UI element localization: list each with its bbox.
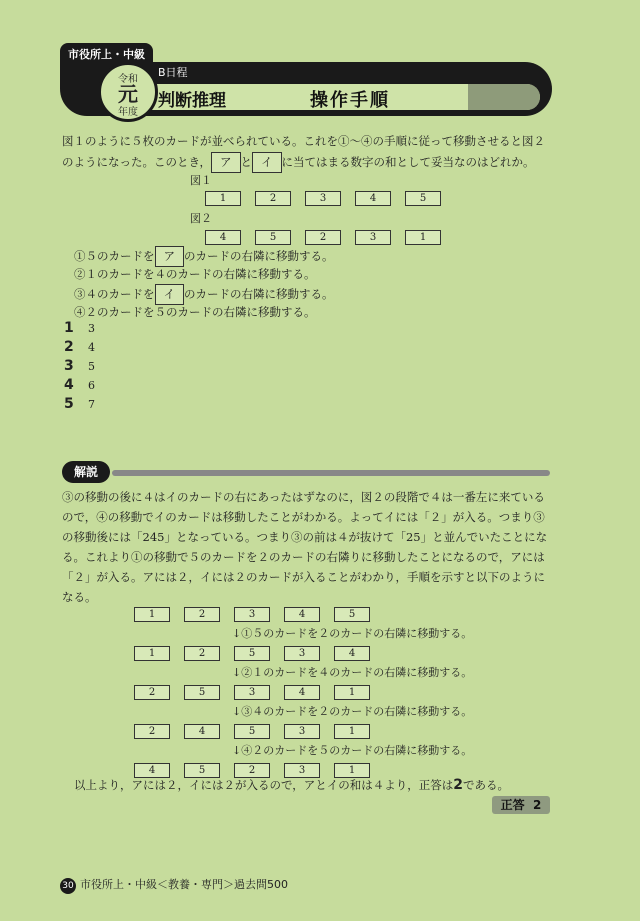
question-line1: 図１のように５枚のカードが並べられている。これを①～④の手順に従って移動させると図２ [62, 134, 545, 148]
schedule: B日程 [158, 66, 188, 79]
explanation-line: ③の移動の後に４はイのカードの右にあったはずなのに，図２の段階で４は一番左に来ている [62, 490, 545, 504]
choice-number: 1 [64, 320, 74, 336]
year-badge [98, 62, 158, 122]
card: 5 [405, 191, 441, 206]
question-text: のようになった。このとき， [62, 155, 212, 169]
header-accent [468, 84, 540, 110]
choice-number: 5 [64, 396, 74, 412]
card: 1 [134, 646, 170, 661]
fig1-label: 図１ [190, 174, 212, 187]
exam-label: 市役所上・中級 [60, 43, 153, 65]
step-text: ①５のカードを [74, 249, 155, 263]
card: 5 [334, 607, 370, 622]
step-blank: イ [155, 284, 185, 305]
kaisetsu-badge: 解説 [62, 461, 110, 483]
question-text: と [240, 155, 253, 169]
footer [60, 876, 288, 894]
choice-value: 4 [88, 341, 95, 354]
card: 2 [255, 191, 291, 206]
kaisetsu-bar [112, 470, 550, 476]
card: 3 [305, 191, 341, 206]
footer-title: 市役所上・中級＜教養・専門＞過去問500 [80, 878, 288, 891]
card: 4 [284, 685, 320, 700]
explanation-step: ↓②１のカードを４のカードの右隣に移動する。 [232, 666, 473, 679]
year-bottom: 年度 [118, 107, 138, 118]
step-blank: ア [155, 246, 185, 267]
choice-value: 5 [88, 360, 95, 373]
card: 1 [334, 685, 370, 700]
conclusion-text: である。 [463, 778, 510, 792]
answer-badge [492, 796, 550, 814]
explanation-line: 「２」が入る。アには２，イには２のカードが入ることがわかり，手順を示すと以下のように [62, 570, 545, 584]
card: 2 [184, 607, 220, 622]
card: 4 [205, 230, 241, 245]
card: 3 [284, 646, 320, 661]
answer-value: 2 [533, 798, 542, 812]
card: 5 [184, 763, 220, 778]
explanation-line: る。これより①の移動で５のカードを２のカードの右隣りに移動したことになるので，アには [62, 550, 545, 564]
card: 5 [234, 724, 270, 739]
card: 3 [234, 685, 270, 700]
explanation-step: ↓③４のカードを２のカードの右隣に移動する。 [232, 705, 473, 718]
choice-value: 7 [88, 398, 95, 411]
card: 1 [205, 191, 241, 206]
conclusion-answer: 2 [453, 777, 464, 793]
explanation-line: なる。 [62, 590, 97, 604]
explanation-line: ので，④の移動でイのカードは移動したことがわかる。よってイには「２」が入る。つまり③ [62, 510, 545, 524]
card: 4 [334, 646, 370, 661]
step-text: のカードの右隣に移動する。 [184, 249, 334, 263]
card: 2 [134, 685, 170, 700]
step-text: のカードの右隣に移動する。 [184, 287, 334, 301]
card: 1 [334, 724, 370, 739]
card: 3 [234, 607, 270, 622]
card: 5 [255, 230, 291, 245]
topic: 操作手順 [310, 90, 390, 111]
choice-value: 3 [88, 322, 95, 335]
choice-value: 6 [88, 379, 95, 392]
card: 4 [355, 191, 391, 206]
blank-i: イ [252, 152, 282, 173]
explanation-step: ↓④２のカードを５のカードの右隣に移動する。 [232, 744, 473, 757]
explanation-step: ↓①５のカードを２のカードの右隣に移動する。 [232, 627, 473, 640]
card: 1 [334, 763, 370, 778]
card: 2 [305, 230, 341, 245]
card: 3 [284, 763, 320, 778]
choice-number: 4 [64, 377, 74, 393]
step-item [74, 284, 574, 305]
step-item [74, 303, 574, 322]
card: 5 [184, 685, 220, 700]
step-text: ④２のカードを５のカードの右隣に移動する。 [74, 305, 316, 319]
blank-a: ア [211, 152, 241, 173]
choice-number: 2 [64, 339, 74, 355]
conclusion [74, 776, 574, 795]
category: 判断推理 [158, 91, 226, 111]
step-text: ②１のカードを４のカードの右隣に移動する。 [74, 267, 316, 281]
card: 3 [284, 724, 320, 739]
question-text: に当てはまる数字の和として妥当なのはどれか。 [281, 155, 535, 169]
year-main: 元 [118, 82, 138, 106]
card: 4 [134, 763, 170, 778]
card: 2 [234, 763, 270, 778]
page-number: 30 [60, 878, 76, 894]
answer-label: 正答 [500, 798, 525, 812]
choice-number: 3 [64, 358, 74, 374]
year-top: 令和 [118, 74, 138, 85]
card: 2 [184, 646, 220, 661]
card: 1 [405, 230, 441, 245]
conclusion-text: 以上より，アには２，イには２が入るので，アとイの和は４より，正答は [74, 778, 454, 792]
card: 5 [234, 646, 270, 661]
card: 1 [134, 607, 170, 622]
step-item [74, 246, 574, 267]
card: 4 [184, 724, 220, 739]
card: 4 [284, 607, 320, 622]
card: 2 [134, 724, 170, 739]
step-item [74, 265, 574, 284]
explanation-line: の移動後には「245」となっている。つまり③の前は４が抜けて「25」と並んでいたことにな [62, 530, 548, 544]
fig2-label: 図２ [190, 212, 212, 225]
question-line2 [62, 152, 562, 173]
step-text: ③４のカードを [74, 287, 155, 301]
card: 3 [355, 230, 391, 245]
